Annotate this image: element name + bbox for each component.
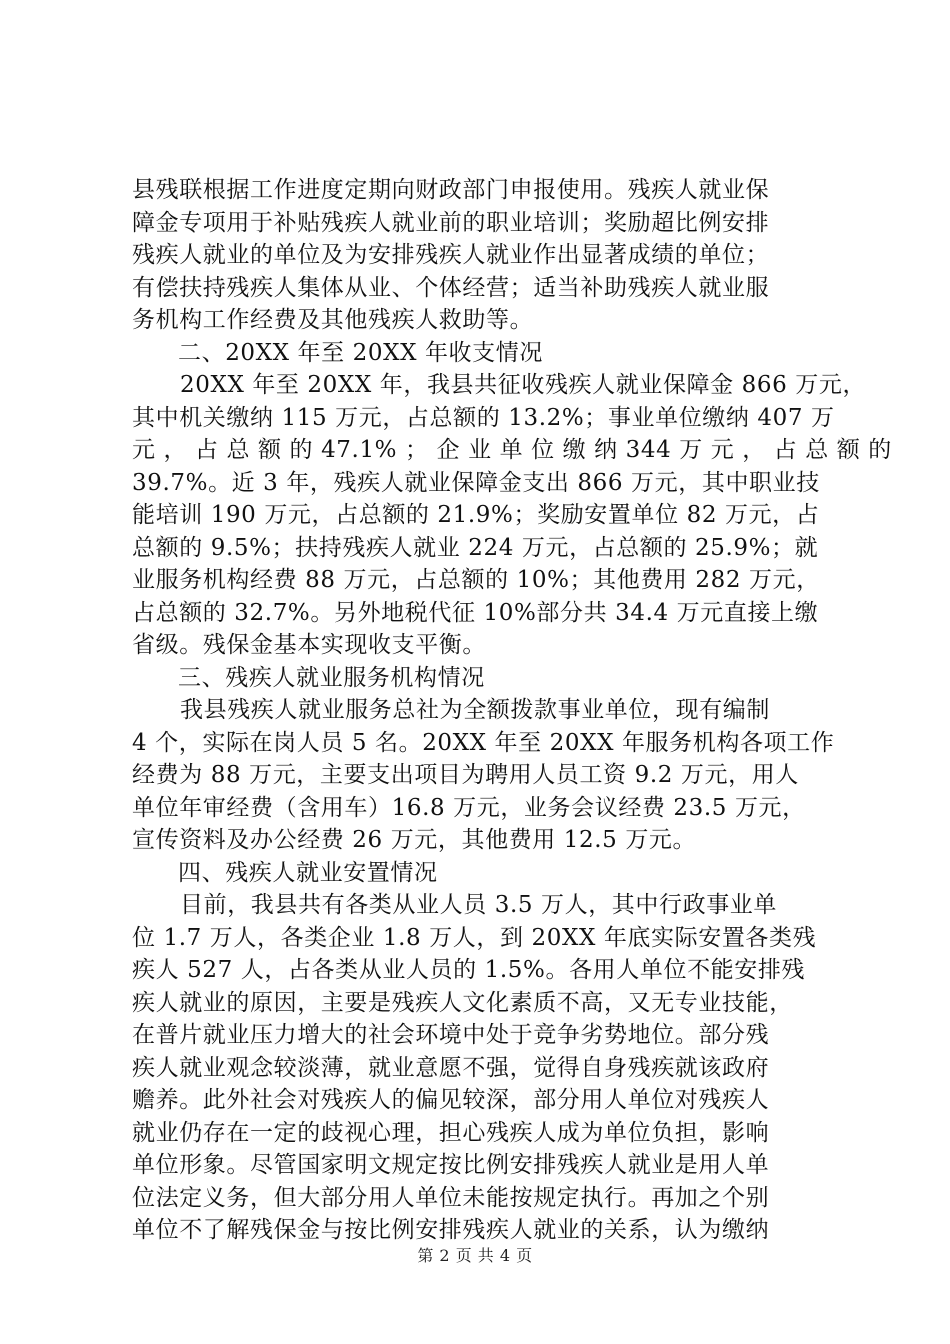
paragraph-line: 宣传资料及办公经费 26 万元，其他费用 12.5 万元。 (132, 827, 697, 853)
paragraph-line: 目前，我县共有各类从业人员 3.5 万人，其中行政事业单 (180, 892, 777, 918)
paragraph-line: 位法定义务，但大部分用人单位未能按规定执行。再加之个别 (132, 1184, 770, 1211)
page-footer: 第 2 页 共 4 页 (417, 1246, 533, 1265)
paragraph-line: 疾人就业观念较淡薄，就业意愿不强，觉得自身残疾就该政府 (132, 1054, 770, 1081)
paragraph-line: 疾人就业的原因，主要是残疾人文化素质不高，又无专业技能， (132, 989, 793, 1016)
section-heading: 四、残疾人就业安置情况 (178, 859, 438, 886)
section-heading: 二、20XX 年至 20XX 年收支情况 (178, 339, 543, 366)
paragraph-line: 20XX 年至 20XX 年，我县共征收残疾人就业保障金 866 万元， (180, 372, 867, 398)
paragraph-line: 赡养。此外社会对残疾人的偏见较深，部分用人单位对残疾人 (132, 1087, 770, 1113)
paragraph-line: 单位形象。尽管国家明文规定按比例安排残疾人就业是用人单 (132, 1152, 770, 1178)
paragraph-line: 能培训 190 万元，占总额的 21.9%；奖励安置单位 82 万元，占 (132, 502, 820, 528)
paragraph-line: 4 个，实际在岗人员 5 名。20XX 年至 20XX 年服务机构各项工作 (132, 729, 835, 756)
paragraph-line: 39.7%。近 3 年，残疾人就业保障金支出 866 万元，其中职业技 (132, 469, 820, 496)
paragraph-line: 就业仍存在一定的歧视心理，担心残疾人成为单位负担，影响 (132, 1119, 770, 1146)
paragraph-line: 元 ， 占 总 额 的 47.1% ； 企 业 单 位 缴 纳 344 万 元 ， 占 总 额 的 (132, 437, 892, 463)
document-body (132, 174, 892, 1247)
paragraph-line: 业服务机构经费 88 万元，占总额的 10%；其他费用 282 万元， (132, 567, 820, 593)
paragraph-line: 有偿扶持残疾人集体从业、个体经营；适当补助残疾人就业服 (132, 274, 770, 301)
paragraph-line: 位 1.7 万人，各类企业 1.8 万人，到 20XX 年底实际安置各类残 (132, 924, 817, 951)
paragraph-line: 障金专项用于补贴残疾人就业前的职业培训；奖励超比例安排 (132, 209, 770, 236)
paragraph-line: 其中机关缴纳 115 万元，占总额的 13.2%；事业单位缴纳 407 万 (132, 404, 835, 431)
section-heading: 三、残疾人就业服务机构情况 (178, 664, 485, 691)
paragraph-line: 占总额的 32.7%。另外地税代征 10%部分共 34.4 万元直接上缴 (132, 599, 819, 626)
paragraph-line: 单位年审经费（含用车）16.8 万元，业务会议经费 23.5 万元， (132, 794, 806, 821)
paragraph-line: 总额的 9.5%；扶持残疾人就业 224 万元，占总额的 25.9%；就 (132, 534, 819, 561)
paragraph-line: 务机构工作经费及其他残疾人救助等。 (132, 307, 534, 333)
paragraph-line: 我县残疾人就业服务总社为全额拨款事业单位，现有编制 (180, 697, 770, 723)
paragraph-line: 疾人 527 人，占各类从业人员的 1.5%。各用人单位不能安排残 (132, 957, 806, 983)
paragraph-line: 单位不了解残保金与按比例安排残疾人就业的关系，认为缴纳 (132, 1217, 770, 1243)
paragraph-line: 省级。残保金基本实现收支平衡。 (132, 632, 486, 658)
paragraph-line: 在普片就业压力增大的社会环境中处于竞争劣势地位。部分残 (132, 1022, 770, 1048)
paragraph-line: 残疾人就业的单位及为安排残疾人就业作出显著成绩的单位； (132, 242, 770, 268)
paragraph-line: 县残联根据工作进度定期向财政部门申报使用。残疾人就业保 (132, 177, 770, 203)
paragraph-line: 经费为 88 万元，主要支出项目为聘用人员工资 9.2 万元，用人 (132, 762, 799, 788)
